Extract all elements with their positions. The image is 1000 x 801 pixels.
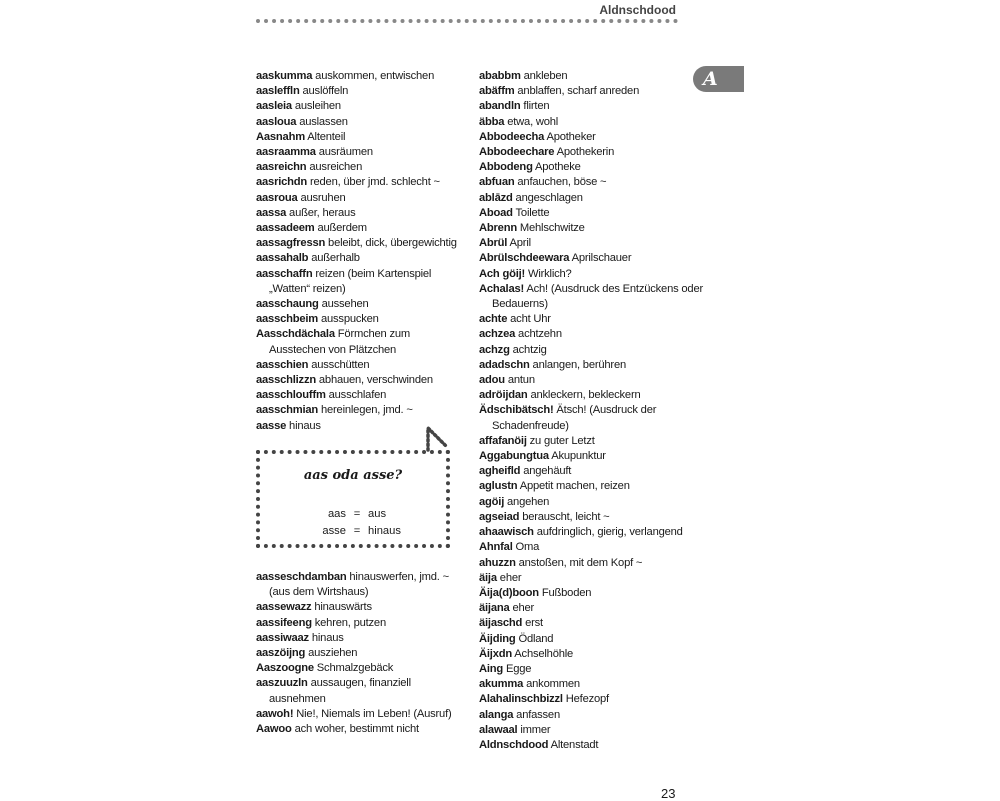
info-box-pointer — [424, 424, 450, 452]
entry-definition: eher — [512, 602, 535, 615]
entry-headword: aasreichn — [256, 161, 307, 174]
dictionary-entry — [479, 677, 704, 692]
dictionary-entry — [479, 434, 704, 449]
entry-definition: anfassen — [516, 708, 560, 721]
entry-headword: aaszuuzln — [256, 677, 308, 690]
dictionary-entry — [479, 723, 704, 738]
entry-headword: Ach göij! — [479, 267, 526, 280]
entry-headword: aasroua — [256, 191, 298, 204]
dictionary-entry — [256, 145, 461, 160]
entry-definition: Ätsch! (Ausdruck der Schadenfreude) — [492, 404, 657, 432]
entry-headword: Abrülschdeewara — [479, 252, 570, 265]
entry-definition: auslöffeln — [302, 85, 349, 98]
dictionary-entry — [479, 449, 704, 464]
entry-headword: aasschaung — [256, 298, 319, 311]
info-box-title: aas oda asse? — [303, 468, 403, 483]
entry-headword: aglustn — [479, 480, 518, 493]
dictionary-entry — [479, 327, 704, 342]
dictionary-entry — [479, 191, 704, 206]
dictionary-entry — [479, 632, 704, 647]
entry-definition: Appetit machen, reizen — [519, 480, 630, 493]
dictionary-entry — [256, 191, 461, 206]
entry-definition: Apothekerin — [556, 146, 615, 159]
dictionary-entry — [256, 115, 461, 130]
entry-headword: aasleffln — [256, 85, 300, 98]
dictionary-entry — [479, 206, 704, 221]
entry-definition: beleibt, dick, übergewichtig — [328, 237, 457, 250]
entry-definition: April — [509, 237, 531, 250]
entry-definition: Akupunktur — [551, 450, 606, 463]
entry-definition: angehen — [507, 495, 550, 508]
dictionary-entry — [479, 251, 704, 266]
entry-headword: Äijding — [479, 632, 516, 645]
entry-headword: Aing — [479, 662, 504, 675]
dictionary-entry — [479, 556, 704, 571]
entry-definition: angeschlagen — [515, 191, 583, 204]
entry-definition: Egge — [505, 662, 532, 675]
dictionary-entry — [479, 464, 704, 479]
entry-definition: Aprilschauer — [571, 252, 632, 265]
entry-headword: aassagfressn — [256, 237, 326, 250]
entry-definition: reizen (beim Kartenspiel „Watten“ reizen) — [269, 267, 432, 295]
dictionary-entry — [479, 343, 704, 358]
dictionary-entry — [256, 175, 461, 190]
entry-definition: hereinlegen, jmd. ~ — [320, 404, 413, 417]
dictionary-entry — [479, 586, 704, 601]
entry-definition: kehren, putzen — [314, 616, 386, 629]
entry-definition: reden, über jmd. schlecht ~ — [309, 176, 440, 189]
entry-definition: Förmchen zum Ausstechen von Plätzchen — [269, 328, 411, 356]
dictionary-entry — [479, 221, 704, 236]
dictionary-entry — [256, 403, 461, 418]
entry-headword: aasraamma — [256, 146, 316, 159]
entry-definition: flirten — [523, 100, 550, 113]
dictionary-entry — [479, 525, 704, 540]
entry-definition: angehäuft — [523, 465, 572, 478]
entry-definition: etwa, wohl — [507, 115, 559, 128]
entry-definition: ausleihen — [294, 100, 341, 113]
dictionary-entry — [256, 130, 461, 145]
entry-definition: auslassen — [299, 115, 348, 128]
info-box-meaning: aus — [368, 508, 387, 520]
entry-headword: äijana — [479, 602, 510, 615]
dictionary-entry — [479, 282, 704, 312]
entry-definition: Fußboden — [541, 586, 592, 599]
entry-headword: aasseschdamban — [256, 571, 347, 583]
entry-headword: aasschlouffm — [256, 389, 326, 402]
entry-definition: achtzehn — [518, 328, 562, 341]
dictionary-entry — [479, 571, 704, 586]
info-box — [256, 450, 450, 548]
entry-definition: ausschlafen — [328, 389, 387, 402]
entry-headword: Ahnfal — [479, 541, 513, 554]
letter-tab: A — [693, 66, 744, 92]
dictionary-entry — [479, 373, 704, 388]
info-box-term: aas — [327, 508, 346, 520]
entry-definition: aufdringlich, gierig, verlangend — [536, 526, 683, 539]
entry-definition: anblaffen, scharf anreden — [517, 85, 640, 98]
entry-definition: Hefezopf — [565, 693, 609, 706]
entry-definition: ankleben — [523, 70, 568, 82]
dictionary-entry — [479, 601, 704, 616]
entry-definition: ach woher, bestimmt nicht — [294, 723, 419, 736]
entry-definition: aussaugen, finanziell ausnehmen — [269, 677, 411, 705]
info-box-row — [304, 525, 414, 537]
dictionary-entry — [479, 267, 704, 282]
page-number: 23 — [661, 786, 676, 801]
dictionary-entry — [479, 510, 704, 525]
left-column-upper — [256, 69, 461, 434]
dictionary-entry — [256, 297, 461, 312]
entry-definition: Altenteil — [307, 130, 346, 143]
running-head: Aldnschdood — [599, 3, 676, 17]
dictionary-entry — [256, 69, 461, 84]
dictionary-entry — [256, 646, 461, 661]
entry-headword: agöij — [479, 495, 505, 508]
entry-headword: Ädschibätsch! — [479, 404, 554, 417]
dictionary-entry — [479, 130, 704, 145]
entry-definition: ankommen — [526, 678, 580, 691]
entry-definition: anfauchen, böse ~ — [517, 176, 607, 189]
entry-headword: ababbm — [479, 70, 521, 82]
entry-headword: Äija(d)boon — [479, 586, 539, 599]
entry-definition: hinaus — [289, 419, 321, 432]
entry-definition: zu guter Letzt — [529, 434, 595, 447]
dictionary-entry — [479, 403, 704, 433]
dictionary-entry — [479, 495, 704, 510]
dictionary-entry — [256, 570, 461, 600]
entry-headword: agseiad — [479, 510, 520, 523]
entry-headword: alawaal — [479, 723, 518, 736]
entry-headword: aawoh! — [256, 707, 294, 720]
dictionary-entry — [479, 312, 704, 327]
entry-headword: ahaawisch — [479, 526, 534, 539]
dictionary-entry — [479, 84, 704, 99]
equals-sign: = — [353, 525, 361, 537]
dictionary-entry — [479, 616, 704, 631]
dictionary-entry — [479, 692, 704, 707]
entry-headword: Aawoo — [256, 723, 292, 736]
entry-definition: Nie!, Niemals im Leben! (Ausruf) — [296, 707, 452, 720]
dictionary-entry — [256, 251, 461, 266]
entry-definition: Ach! (Ausdruck des Entzückens oder Bedauerns) — [492, 282, 703, 311]
entry-definition: Apotheke — [535, 161, 581, 174]
entry-definition: hinaus — [311, 631, 344, 644]
entry-headword: ablāzd — [479, 191, 513, 204]
entry-definition: ausruhen — [300, 191, 346, 204]
entry-definition: Wirklich? — [527, 267, 572, 280]
entry-definition: erst — [525, 617, 543, 630]
dictionary-entry — [479, 738, 704, 753]
dictionary-entry — [256, 676, 461, 706]
dictionary-entry — [479, 160, 704, 175]
dictionary-entry — [256, 99, 461, 114]
entry-headword: äbba — [479, 115, 505, 128]
entry-definition: immer — [520, 723, 551, 736]
dictionary-entry — [256, 388, 461, 403]
dictionary-entry — [479, 479, 704, 494]
entry-headword: adröijdan — [479, 389, 528, 402]
entry-headword: Äijxdn — [479, 647, 512, 660]
entry-headword: alanga — [479, 708, 514, 721]
entry-headword: agheifld — [479, 465, 521, 478]
entry-headword: Aaszoogne — [256, 662, 314, 675]
entry-headword: aassiwaaz — [256, 631, 309, 644]
entry-definition: berauscht, leicht ~ — [522, 510, 610, 523]
entry-definition: Achselhöhle — [514, 647, 574, 660]
entry-headword: aassewazz — [256, 601, 312, 614]
entry-definition: Apotheker — [546, 130, 596, 143]
entry-definition: ausräumen — [318, 146, 373, 159]
entry-headword: aasschien — [256, 358, 309, 371]
entry-headword: Abrenn — [479, 222, 517, 235]
entry-definition: ausschütten — [311, 358, 370, 371]
dictionary-entry — [479, 175, 704, 190]
entry-definition: acht Uhr — [510, 313, 551, 326]
entry-headword: Aboad — [479, 206, 513, 219]
entry-headword: Alahalinschbizzl — [479, 693, 563, 706]
entry-headword: äijaschd — [479, 617, 523, 630]
dictionary-entry — [256, 267, 461, 297]
entry-headword: aasleia — [256, 100, 292, 113]
entry-headword: aassahalb — [256, 252, 309, 265]
dictionary-entry — [256, 236, 461, 251]
entry-definition: Toilette — [515, 206, 550, 219]
entry-headword: Abrül — [479, 237, 508, 250]
entry-definition: Mehlschwitze — [519, 222, 585, 235]
entry-headword: achte — [479, 313, 508, 326]
entry-headword: aassadeem — [256, 222, 315, 235]
entry-headword: aasrichdn — [256, 176, 308, 189]
entry-definition: anlangen, berühren — [532, 358, 626, 371]
entry-headword: abandln — [479, 100, 521, 113]
dictionary-entry — [256, 722, 461, 737]
entry-headword: ahuzzn — [479, 556, 516, 569]
entry-headword: aasschlizzn — [256, 374, 316, 387]
entry-definition: außerdem — [317, 222, 367, 235]
entry-definition: Oma — [515, 541, 540, 554]
entry-headword: adadschn — [479, 358, 530, 371]
dictionary-entry — [256, 160, 461, 175]
entry-headword: aasschaffn — [256, 267, 313, 280]
entry-headword: Aasnahm — [256, 130, 305, 143]
entry-definition: antun — [507, 374, 535, 387]
entry-headword: Aasschdächala — [256, 328, 335, 341]
entry-headword: aasschmian — [256, 404, 319, 417]
dictionary-entry — [256, 631, 461, 646]
entry-headword: abfuan — [479, 176, 515, 189]
entry-definition: außer, heraus — [289, 206, 356, 219]
entry-headword: aasloua — [256, 115, 297, 128]
entry-definition: Altenstadt — [550, 738, 599, 751]
dictionary-entry — [256, 661, 461, 676]
dictionary-entry — [479, 69, 704, 84]
dictionary-entry — [256, 600, 461, 615]
right-column — [479, 69, 704, 753]
dictionary-entry — [256, 373, 461, 388]
entry-headword: Achalas! — [479, 282, 525, 295]
entry-definition: außerhalb — [311, 252, 360, 265]
entry-definition: aussehen — [321, 298, 369, 311]
entry-headword: adou — [479, 374, 505, 387]
dictionary-entry — [256, 84, 461, 99]
dictionary-entry — [479, 647, 704, 662]
dictionary-entry — [479, 708, 704, 723]
entry-definition: hinauswerfen, jmd. ~ (aus dem Wirtshaus) — [269, 571, 449, 599]
entry-definition: Schmalzgebäck — [316, 662, 394, 675]
entry-definition: ausziehen — [308, 647, 358, 660]
dictionary-entry — [479, 662, 704, 677]
dictionary-entry — [256, 707, 461, 722]
entry-headword: Abbodeechare — [479, 146, 555, 159]
entry-headword: aaszöijng — [256, 647, 306, 660]
dictionary-entry — [479, 115, 704, 130]
entry-definition: ausspucken — [320, 313, 379, 326]
dictionary-entry — [479, 236, 704, 251]
entry-definition: ausreichen — [309, 161, 363, 174]
entry-headword: aasschbeim — [256, 313, 319, 326]
entry-headword: Aldnschdood — [479, 738, 549, 751]
entry-definition: eher — [499, 571, 522, 584]
entry-headword: aaskumma — [256, 70, 313, 82]
dictionary-entry — [256, 616, 461, 631]
dictionary-entry — [256, 327, 461, 357]
equals-sign: = — [353, 508, 361, 520]
entry-definition: anstoßen, mit dem Kopf ~ — [518, 556, 643, 569]
dictionary-entry — [256, 206, 461, 221]
entry-headword: abäffm — [479, 85, 515, 98]
entry-definition: abhauen, verschwinden — [318, 374, 433, 387]
entry-headword: achzea — [479, 328, 516, 341]
entry-definition: Ödland — [518, 632, 554, 645]
left-column-lower — [256, 570, 461, 737]
dictionary-entry — [479, 388, 704, 403]
dictionary-entry — [479, 145, 704, 160]
entry-headword: aassa — [256, 206, 287, 219]
header-dotted-rule — [256, 19, 678, 23]
entry-definition: ankleckern, bekleckern — [530, 389, 641, 402]
dictionary-entry — [479, 99, 704, 114]
dictionary-entry — [479, 358, 704, 373]
entry-definition: auskommen, entwischen — [315, 70, 435, 82]
entry-headword: Abbodeng — [479, 161, 533, 174]
entry-headword: aassifeeng — [256, 616, 312, 629]
dictionary-entry — [479, 540, 704, 555]
info-box-term: asse — [322, 525, 346, 537]
dictionary-entry — [256, 312, 461, 327]
dictionary-entry — [256, 221, 461, 236]
info-box-meaning: hinaus — [368, 525, 401, 537]
entry-definition: hinauswärts — [314, 601, 372, 614]
entry-headword: affafanöij — [479, 434, 527, 447]
entry-headword: aasse — [256, 419, 287, 432]
entry-headword: akumma — [479, 678, 524, 691]
entry-headword: achzg — [479, 343, 510, 356]
entry-headword: Abbodeecha — [479, 130, 545, 143]
entry-definition: achtzig — [512, 343, 547, 356]
info-box-row — [304, 508, 414, 520]
entry-headword: äija — [479, 571, 497, 584]
dictionary-entry — [256, 358, 461, 373]
entry-headword: Aggabungtua — [479, 450, 549, 463]
